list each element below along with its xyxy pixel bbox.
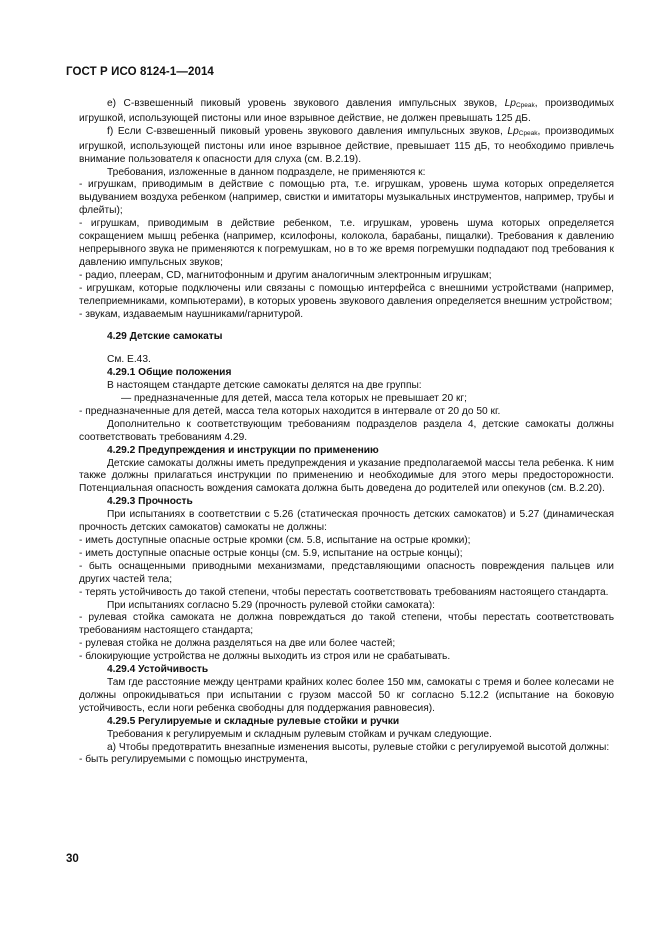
- list-item: - рулевая стойка не должна разделяться на две или более частей;: [79, 638, 396, 650]
- paragraph: Требования, изложенные в данном подразделе, не применяются к:: [107, 166, 426, 178]
- paragraph-e: е) С-взвешенный пиковый уровень звукового давления импульсных звуков, $Lp_{Cpeak}$, производимых игрушкой, использующей пистоны или иное взрывное действие, не должен превышать 125 дБ.: [79, 98, 614, 124]
- symbol-lp: Lp: [504, 98, 516, 109]
- list-item: - предназначенные для детей, масса тела которых находится в интервале от 20 до 50 кг.: [79, 405, 501, 417]
- list-item: - игрушкам, приводимым в действие с помощью рта, т.е. игрушкам, уровень шума которых определяется выдуванием воздуха ребенком (например, свистки и имитаторы музыкальных инструментов, например, трубы и флейты);: [79, 179, 614, 217]
- symbol-subscript: Cpeak: [518, 129, 538, 137]
- list-item: - звукам, издаваемым наушниками/гарнитурой.: [79, 308, 304, 320]
- paragraph: См. Е.43.: [107, 354, 151, 366]
- symbol-lp: Lp: [507, 125, 519, 137]
- paragraph: Детские самокаты должны иметь предупреждения и указание предполагаемой массы тела ребенка. К ним также должны прилагаться инструкции по применению и необходимые для этого меры предосторожности. Потенциальная опасность вождения самоката должна быть доведена до родителей или опекунов (см. В.2.20).: [79, 457, 614, 495]
- list-item: - игрушкам, которые подключены или связаны с помощью интерфейса с внешними устройствами (например, телеприемниками, компьютерами), в которых уровень звукового давления определяется внешним устройством;: [79, 282, 614, 307]
- section-heading-4-29-3: 4.29.3 Прочность: [107, 496, 193, 508]
- paragraph: а) Чтобы предотвратить внезапные изменения высоты, рулевые стойки с регулируемой высотой должны:: [107, 741, 610, 753]
- section-heading-4-29-2: 4.29.2 Предупреждения и инструкции по применению: [107, 444, 379, 456]
- paragraph: В настоящем стандарте детские самокаты делятся на две группы:: [107, 380, 422, 392]
- list-item: - быть оснащенными приводными механизмами, представляющими опасность повреждения пальцев или других частей тела;: [79, 560, 614, 585]
- page-header: ГОСТ Р ИСО 8124-1—2014: [66, 66, 214, 78]
- section-heading-4-29: 4.29 Детские самокаты: [107, 331, 223, 343]
- symbol-subscript: Cpeak: [515, 102, 535, 109]
- list-item: — предназначенные для детей, масса тела которых не превышает 20 кг;: [121, 393, 467, 405]
- document-body: [79, 98, 614, 767]
- list-item: - блокирующие устройства не должны выходить из строя или не срабатывать.: [79, 651, 451, 663]
- list-item: - терять устойчивость до такой степени, чтобы перестать соответствовать требованиям настоящего стандарта.: [79, 586, 609, 598]
- section-heading-4-29-4: 4.29.4 Устойчивость: [107, 664, 209, 676]
- list-item: - радио, плеерам, CD, магнитофонным и другим аналогичным электронным игрушкам;: [79, 269, 492, 281]
- section-heading-4-29-1: 4.29.1 Общие положения: [107, 367, 232, 379]
- section-heading-4-29-5: 4.29.5 Регулируемые и складные рулевые стойки и ручки: [107, 715, 400, 727]
- paragraph: Требования к регулируемым и складным рулевым стойкам и ручкам следующие.: [107, 728, 492, 740]
- paragraph: При испытаниях согласно 5.29 (прочность рулевой стойки самоката):: [107, 599, 435, 611]
- list-item: - быть регулируемыми с помощью инструмента,: [79, 754, 308, 766]
- paragraph: При испытаниях в соответствии с 5.26 (статическая прочность детских самокатов) и 5.27 (динамическая прочность детских самокатов) самокаты не должны:: [79, 509, 614, 534]
- page-number: 30: [66, 853, 79, 865]
- list-item: - иметь доступные опасные острые концы (см. 5.9, испытание на острые концы);: [79, 547, 463, 559]
- paragraph: Дополнительно к соответствующим требованиям подразделов раздела 4, детские самокаты должны соответствовать требованиям 4.29.: [79, 418, 614, 443]
- paragraph-f: f) Если С-взвешенный пиковый уровень звукового давления импульсных звуков, $Lp_{Cpeak}$, производимых игрушкой, использующей пистоны или иное взрывное действие, превышает 115 дБ, то необходимо привлечь внимание пользователя к опасности для слуха (см. В.2.19).: [79, 125, 614, 165]
- list-item: - игрушкам, приводимым в действие ребенком, т.е. игрушкам, уровень шума которых определяется сокращением мышц ребенка (например, ксилофоны, колокола, барабаны, пищалки). Требования к давлению непрерывного звука не применяются к погремушкам, но в то же время погремушки подпадают под требования к давлению импульсных звуков;: [79, 218, 614, 268]
- list-item: - иметь доступные опасные острые кромки (см. 5.8, испытание на острые кромки);: [79, 535, 471, 546]
- paragraph: Там где расстояние между центрами крайних колес более 150 мм, самокаты с тремя и более колесами не должны опрокидываться при испытании с грузом массой 50 кг согласно 5.12.2 (испытание на боковую устойчивость, если ноги ребенка свободны для поддержания равновесия).: [79, 676, 614, 714]
- list-item: - рулевая стойка самоката не должна повреждаться до такой степени, чтобы перестать соответствовать требованиям настоящего стандарта;: [79, 612, 614, 637]
